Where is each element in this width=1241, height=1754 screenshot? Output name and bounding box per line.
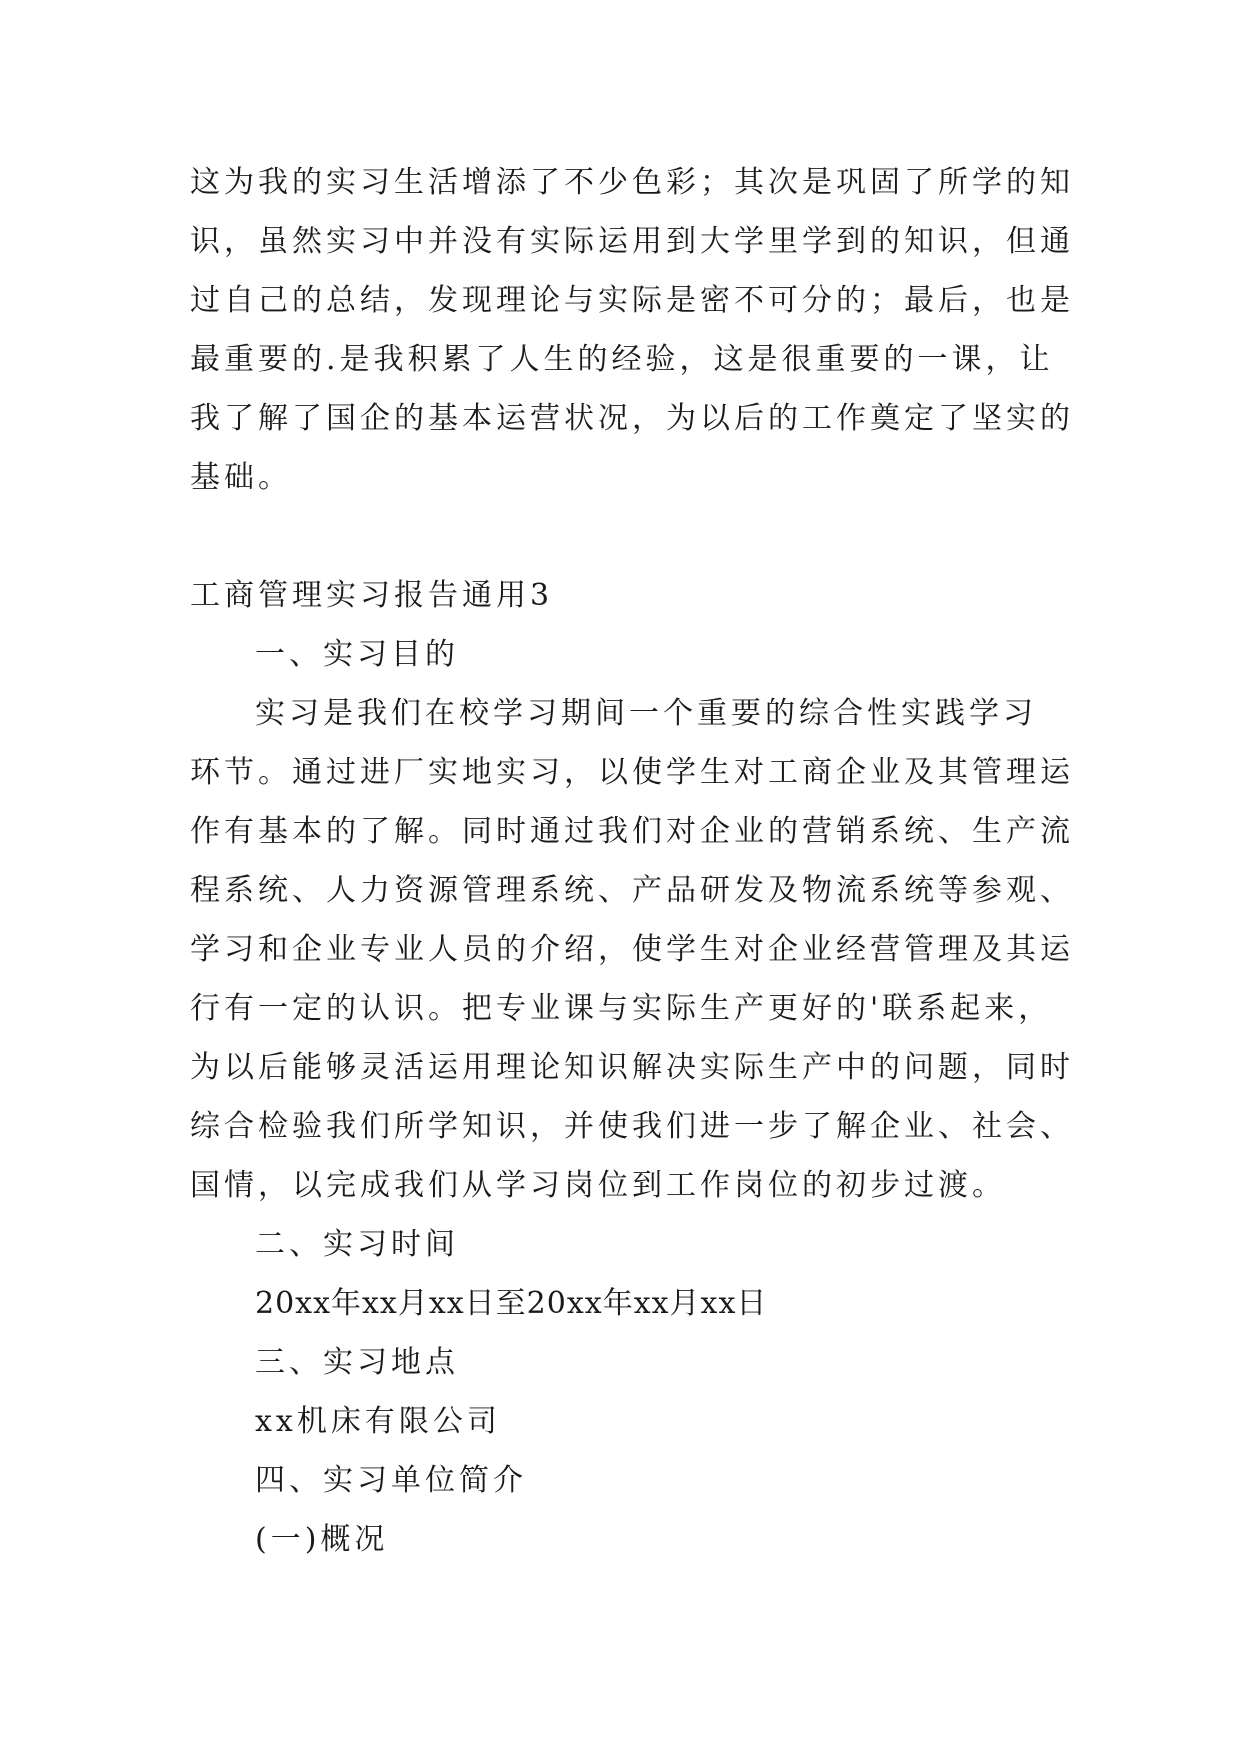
paragraph-line: 基础。 [190, 460, 292, 495]
paragraph-line: 作有基本的了解。同时通过我们对企业的营销系统、生产流 [190, 814, 1074, 849]
internship-time: 20xx年xx月xx日至20xx年xx月xx日 [255, 1286, 768, 1321]
heading-purpose: 一、实习目的 [255, 637, 459, 672]
paragraph-line: 国情，以完成我们从学习岗位到工作岗位的初步过渡。 [190, 1168, 1006, 1203]
paragraph-line: 最重要的.是我积累了人生的经验，这是很重要的一课，让 [190, 342, 1054, 377]
paragraph-line: 程系统、人力资源管理系统、产品研发及物流系统等参观、 [190, 873, 1074, 908]
heading-location: 三、实习地点 [255, 1345, 459, 1380]
section-title: 工商管理实习报告通用3 [190, 578, 554, 613]
paragraph-line: 过自己的总结，发现理论与实际是密不可分的；最后，也是 [190, 283, 1074, 318]
paragraph-line: 这为我的实习生活增添了不少色彩；其次是巩固了所学的知 [190, 165, 1074, 200]
paragraph-line: 综合检验我们所学知识，并使我们进一步了解企业、社会、 [190, 1109, 1074, 1144]
paragraph-line: 识，虽然实习中并没有实际运用到大学里学到的知识，但通 [190, 224, 1074, 259]
internship-location: xx机床有限公司 [255, 1404, 501, 1439]
heading-time: 二、实习时间 [255, 1227, 459, 1262]
paragraph-line: 为以后能够灵活运用理论知识解决实际生产中的问题，同时 [190, 1050, 1074, 1085]
subheading-overview: (一)概况 [255, 1522, 389, 1557]
paragraph-line: 行有一定的认识。把专业课与实际生产更好的'联系起来， [190, 991, 1053, 1026]
paragraph-line: 我了解了国企的基本运营状况，为以后的工作奠定了坚实的 [190, 401, 1074, 436]
paragraph-line: 实习是我们在校学习期间一个重要的综合性实践学习 [255, 696, 1037, 731]
heading-company-intro: 四、实习单位简介 [255, 1463, 527, 1498]
paragraph-line: 环节。通过进厂实地实习，以使学生对工商企业及其管理运 [190, 755, 1074, 790]
paragraph-line: 学习和企业专业人员的介绍，使学生对企业经营管理及其运 [190, 932, 1074, 967]
